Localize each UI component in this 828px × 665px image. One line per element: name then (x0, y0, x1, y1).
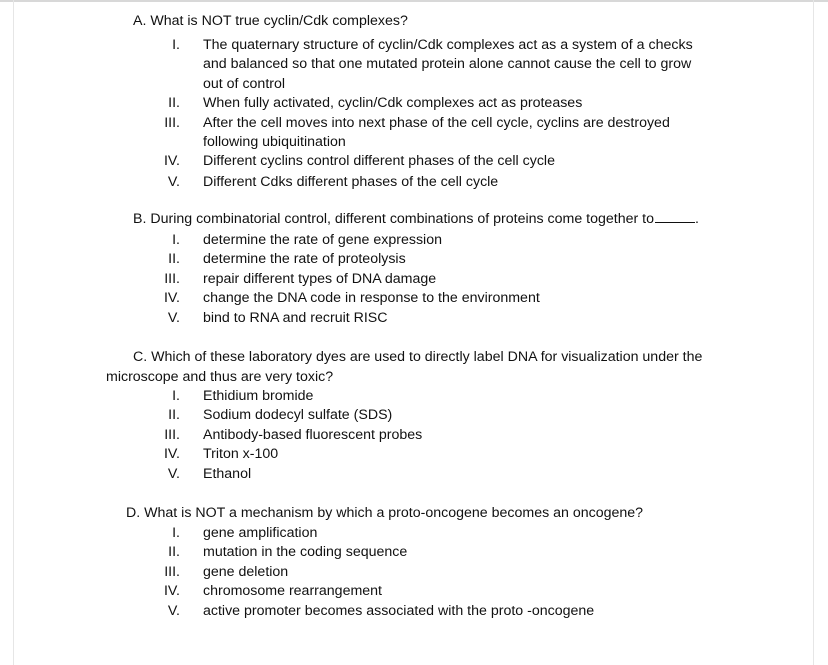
option-number: V. (167, 603, 180, 619)
option-text: When fully activated, cyclin/Cdk complexes act as proteases (203, 95, 583, 111)
option-text: Different Cdks different phases of the cell cycle (203, 174, 499, 190)
option-text: bind to RNA and recruit RISC (203, 310, 388, 326)
option-text: Antibody-based fluorescent probes (203, 427, 423, 443)
option-text: repair different types of DNA damage (203, 271, 437, 287)
option-text: Triton x-100 (203, 446, 279, 462)
option-number: IV. (163, 290, 180, 306)
option-text: following ubiquitination (203, 134, 346, 150)
option-text: Ethanol (203, 466, 252, 482)
question-a-stem: A. What is NOT true cyclin/Cdk complexes? (133, 13, 408, 29)
answer-blank (655, 210, 695, 223)
option-text: gene deletion (203, 564, 289, 580)
question-b-stem-text: B. During combinatorial control, different combinations of proteins come together to (133, 211, 655, 227)
option-number: I. (172, 37, 180, 53)
option-text: gene amplification (203, 525, 318, 541)
option-number: III. (164, 564, 180, 580)
option-text: chromosome rearrangement (203, 583, 382, 599)
option-number: IV. (163, 153, 180, 169)
option-text: Ethidium bromide (203, 388, 314, 404)
option-number: III. (164, 271, 180, 287)
option-text: out of control (203, 76, 286, 92)
option-number: IV. (163, 446, 180, 462)
option-text: The quaternary structure of cyclin/Cdk complexes act as a system of a checks (203, 37, 693, 53)
option-text: and balanced so that one mutated protein alone cannot cause the cell to grow (203, 56, 692, 72)
option-text: active promoter becomes associated with the proto -oncogene (203, 603, 595, 619)
margin-line-right (813, 0, 814, 665)
question-b-stem-suffix: . (695, 211, 699, 227)
option-number: II. (168, 251, 180, 267)
option-text: Different cyclins control different phases of the cell cycle (203, 153, 555, 169)
option-number: IV. (163, 583, 180, 599)
option-number: I. (172, 525, 180, 541)
option-text: Sodium dodecyl sulfate (SDS) (203, 407, 393, 423)
question-c-stem: microscope and thus are very toxic? (106, 369, 334, 385)
question-c-stem: C. Which of these laboratory dyes are used to directly label DNA for visualization under the (133, 349, 703, 365)
option-text: determine the rate of proteolysis (203, 251, 406, 267)
option-number: I. (172, 232, 180, 248)
option-number: V. (167, 174, 180, 190)
option-number: III. (164, 427, 180, 443)
option-text: mutation in the coding sequence (203, 544, 408, 560)
option-number: II. (168, 95, 180, 111)
option-text: determine the rate of gene expression (203, 232, 442, 248)
option-number: II. (168, 407, 180, 423)
option-text: After the cell moves into next phase of the cell cycle, cyclins are destroyed (203, 115, 670, 131)
option-number: II. (168, 544, 180, 560)
option-number: V. (167, 466, 180, 482)
question-d-stem: D. What is NOT a mechanism by which a proto-oncogene becomes an oncogene? (126, 505, 644, 521)
option-number: III. (164, 115, 180, 131)
question-b-stem (133, 210, 699, 229)
option-number: I. (172, 388, 180, 404)
page-top-border (0, 0, 828, 2)
option-text: change the DNA code in response to the environment (203, 290, 540, 306)
option-number: V. (167, 310, 180, 326)
margin-line-left (13, 0, 14, 665)
